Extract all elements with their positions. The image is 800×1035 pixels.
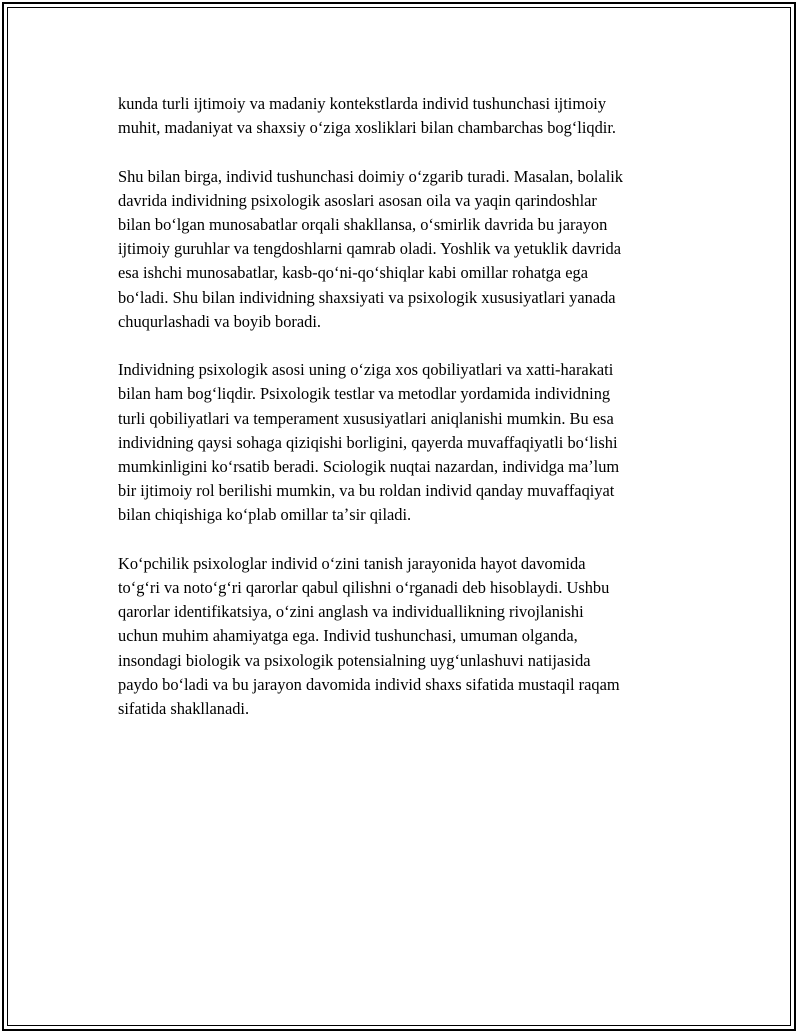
- text-line: qarorlar identifikatsiya, oʻzini anglash va individuallikning rivojlanishi: [118, 602, 584, 622]
- text-line: Individning psixologik asosi uning oʻziga xos qobiliyatlari va xatti-harakati: [118, 360, 614, 380]
- paragraph-1: [118, 92, 698, 140]
- text-line: sifatida shakllanadi.: [118, 699, 250, 719]
- document-body: [118, 92, 698, 745]
- text-line: turli qobiliyatlari va temperament xususiyatlari aniqlanishi mumkin. Bu esa: [118, 408, 614, 428]
- paragraph-3: [118, 358, 698, 527]
- paragraph-2: [118, 165, 698, 334]
- paragraph-4: [118, 552, 698, 721]
- text-line: davrida individning psixologik asoslari asosan oila va yaqin qarindoshlar: [118, 190, 597, 210]
- text-line: uchun muhim ahamiyatga ega. Individ tushunchasi, umuman olganda,: [118, 626, 578, 646]
- text-line: boʻladi. Shu bilan individning shaxsiyati va psixologik xususiyatlari yanada: [118, 287, 616, 307]
- text-line: esa ishchi munosabatlar, kasb-qoʻni-qoʻshiqlar kabi omillar rohatga ega: [118, 263, 588, 283]
- text-line: bilan boʻlgan munosabatlar orqali shakllansa, oʻsmirlik davrida bu jarayon: [118, 215, 608, 234]
- text-line: individning qaysi sohaga qiziqishi borligini, qayerda muvaffaqiyatli boʻlishi: [118, 432, 618, 452]
- text-line: bilan chiqishiga koʻplab omillar taʼsir qiladi.: [118, 505, 412, 525]
- text-line: ijtimoiy guruhlar va tengdoshlarni qamrab oladi. Yoshlik va yetuklik davrida: [118, 239, 622, 259]
- text-line: bir ijtimoiy rol berilishi mumkin, va bu roldan individ qanday muvaffaqiyat: [118, 481, 615, 501]
- text-line: insondagi biologik va psixologik potensialning uygʻunlashuvi natijasida: [118, 650, 591, 670]
- text-line: mumkinligini koʻrsatib beradi. Sciologik nuqtai nazardan, individga maʼlum: [118, 457, 620, 477]
- text-line: kunda turli ijtimoiy va madaniy kontekstlarda individ tushunchasi ijtimoiy: [118, 94, 607, 113]
- text-line: bilan ham bogʻliqdir. Psixologik testlar va metodlar yordamida individning: [118, 384, 611, 404]
- text-line: Shu bilan birga, individ tushunchasi doimiy oʻzgarib turadi. Masalan, bolalik: [118, 166, 623, 186]
- text-line: muhit, madaniyat va shaxsiy oʻziga xosliklari bilan chambarchas bogʻliqdir.: [118, 118, 616, 138]
- text-line: chuqurlashadi va boyib boradi.: [118, 311, 322, 331]
- text-line: paydo boʻladi va bu jarayon davomida individ shaxs sifatida mustaqil raqam: [118, 674, 620, 694]
- text-line: toʻgʻri va notoʻgʻri qarorlar qabul qilishni oʻrganadi deb hisoblaydi. Ushbu: [118, 578, 610, 598]
- text-line: Koʻpchilik psixologlar individ oʻzini tanish jarayonida hayot davomida: [118, 553, 586, 573]
